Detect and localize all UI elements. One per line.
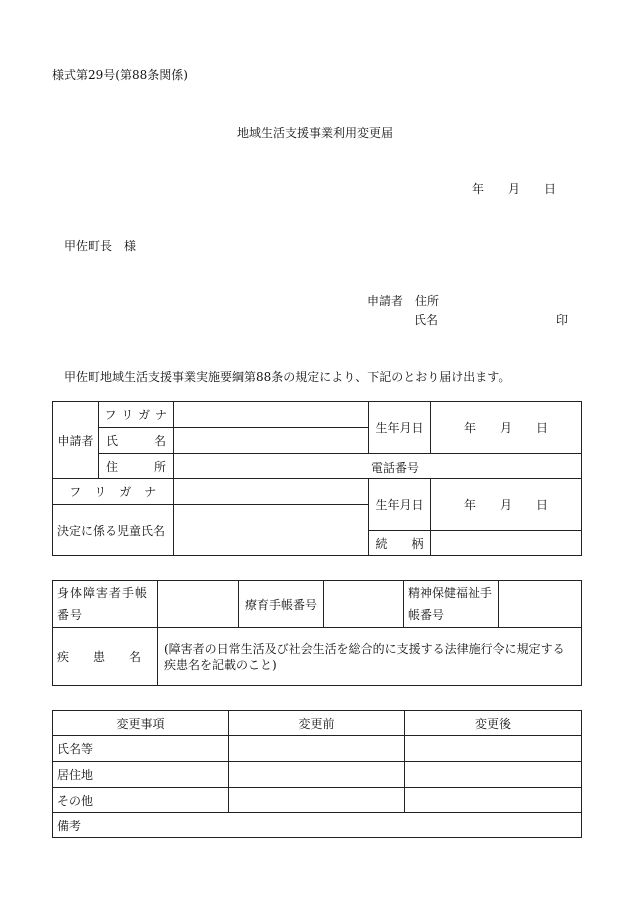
name-label: 氏 名 <box>99 428 174 454</box>
form-number: 様式第29号(第88条関係) <box>52 68 188 82</box>
after-other-field[interactable] <box>405 788 582 813</box>
handbook-table <box>52 580 582 686</box>
applicant-label: 申請者 <box>53 402 99 479</box>
change-table <box>52 710 582 838</box>
mental-handbook-label: 精神保健福祉手帳番号 <box>404 581 499 628</box>
physical-handbook-field[interactable] <box>158 581 239 628</box>
relation-field[interactable] <box>431 531 582 556</box>
remarks-field[interactable] <box>53 813 582 838</box>
applicant-name-label: 氏名 <box>414 313 439 327</box>
statement: 甲佐町地域生活支援事業実施要綱第88条の規定により、下記のとおり届け出ます。 <box>64 370 511 384</box>
ryoiku-handbook-label: 療育手帳番号 <box>239 581 324 628</box>
child-furigana-label: フ リ ガ ナ <box>53 479 174 505</box>
name-field[interactable] <box>174 428 369 454</box>
after-header: 変更後 <box>405 711 582 736</box>
after-name-field[interactable] <box>405 736 582 762</box>
child-birthdate-field[interactable]: 年 月 日 <box>431 479 582 531</box>
remarks-label: 備考 <box>57 818 82 833</box>
child-name-label: 決定に係る児童氏名 <box>53 505 174 556</box>
before-residence-field[interactable] <box>229 762 405 788</box>
phone-label: 電話番号 <box>371 461 420 475</box>
before-name-field[interactable] <box>229 736 405 762</box>
furigana-field[interactable] <box>174 402 369 428</box>
birthdate-field[interactable]: 年 月 日 <box>431 402 582 454</box>
child-furigana-field[interactable] <box>174 479 369 505</box>
before-other-field[interactable] <box>229 788 405 813</box>
date-line: 年 月 日 <box>472 182 557 196</box>
applicant-table <box>52 401 582 556</box>
disease-field[interactable] <box>158 628 582 686</box>
change-row-name: 氏名等 <box>53 736 229 762</box>
furigana-label: フ リ ガ ナ <box>99 402 174 428</box>
change-item-header: 変更事項 <box>53 711 229 736</box>
address-field[interactable] <box>174 454 582 479</box>
change-row-residence: 居住地 <box>53 762 229 788</box>
applicant-address-label: 申請者 住所 <box>367 294 440 308</box>
addressee: 甲佐町長 様 <box>64 239 137 253</box>
relation-label: 続 柄 <box>369 531 431 556</box>
before-header: 変更前 <box>229 711 405 736</box>
physical-handbook-label: 身体障害者手帳番号 <box>53 581 158 628</box>
birthdate-label: 生年月日 <box>369 402 431 454</box>
after-residence-field[interactable] <box>405 762 582 788</box>
child-name-field[interactable] <box>174 505 369 556</box>
ryoiku-handbook-field[interactable] <box>324 581 404 628</box>
change-row-other: その他 <box>53 788 229 813</box>
disease-label: 疾 患 名 <box>53 628 158 686</box>
child-birthdate-label: 生年月日 <box>369 479 431 531</box>
document-title: 地域生活支援事業利用変更届 <box>237 126 394 140</box>
address-label: 住 所 <box>99 454 174 479</box>
seal-mark: 印 <box>556 313 569 327</box>
mental-handbook-field[interactable] <box>499 581 582 628</box>
disease-note: (障害者の日常生活及び社会生活を総合的に支援する法律施行令に規定する疾患名を記載のこと) <box>164 641 565 672</box>
